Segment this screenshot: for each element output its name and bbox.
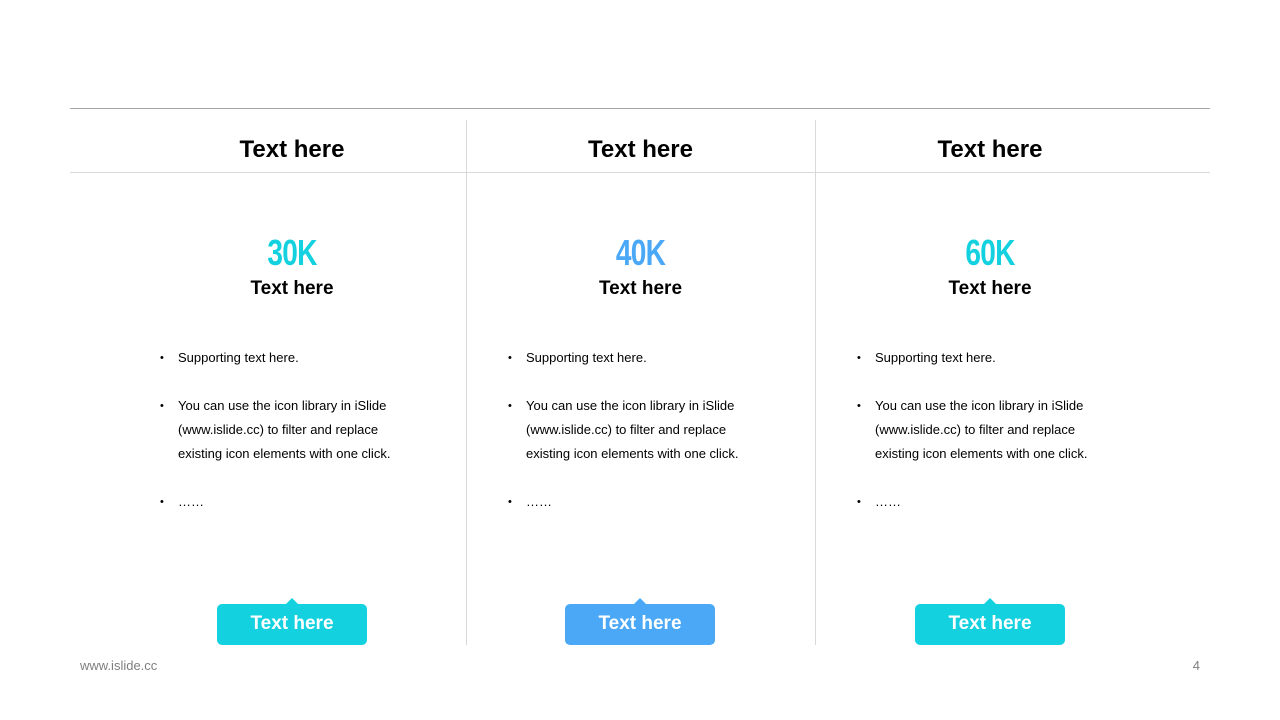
- metric-label: Text here: [598, 278, 683, 299]
- bullet-item: • ……: [508, 490, 768, 514]
- metric-value: 40K: [615, 232, 666, 273]
- metric-label: Text here: [948, 278, 1032, 299]
- bullet-item: • You can use the icon library in iSlide (www.islide.cc) to filter and replace existing icon elements with one click.: [857, 394, 1117, 466]
- bullet-item: • You can use the icon library in iSlide (www.islide.cc) to filter and replace existing icon elements with one click.: [508, 394, 768, 466]
- metric-label: Text here: [250, 278, 334, 299]
- column-1: [70, 108, 514, 648]
- tag-button[interactable]: Text here: [217, 604, 367, 645]
- metric-value: 30K: [267, 232, 317, 273]
- bullet-list: [508, 346, 768, 538]
- bullet-list: [160, 346, 420, 538]
- column-3: [815, 108, 1165, 648]
- bullet-item: • ……: [857, 490, 1117, 514]
- tag-button[interactable]: Text here: [565, 604, 715, 645]
- metric-value: 60K: [965, 232, 1015, 273]
- bullet-item: • ……: [160, 490, 420, 514]
- page-number: 4: [1192, 658, 1200, 673]
- tag-button[interactable]: Text here: [915, 604, 1065, 645]
- column-title: Text here: [239, 136, 345, 163]
- bullet-item: • You can use the icon library in iSlide (www.islide.cc) to filter and replace existing icon elements with one click.: [160, 394, 420, 466]
- column-2: [466, 108, 815, 648]
- bullet-item: • Supporting text here.: [857, 346, 1117, 370]
- column-title: Text here: [937, 136, 1043, 163]
- bullet-item: • Supporting text here.: [160, 346, 420, 370]
- footer-website: www.islide.cc: [80, 658, 158, 673]
- bullet-list: [857, 346, 1117, 538]
- bullet-item: • Supporting text here.: [508, 346, 768, 370]
- column-title: Text here: [588, 136, 693, 163]
